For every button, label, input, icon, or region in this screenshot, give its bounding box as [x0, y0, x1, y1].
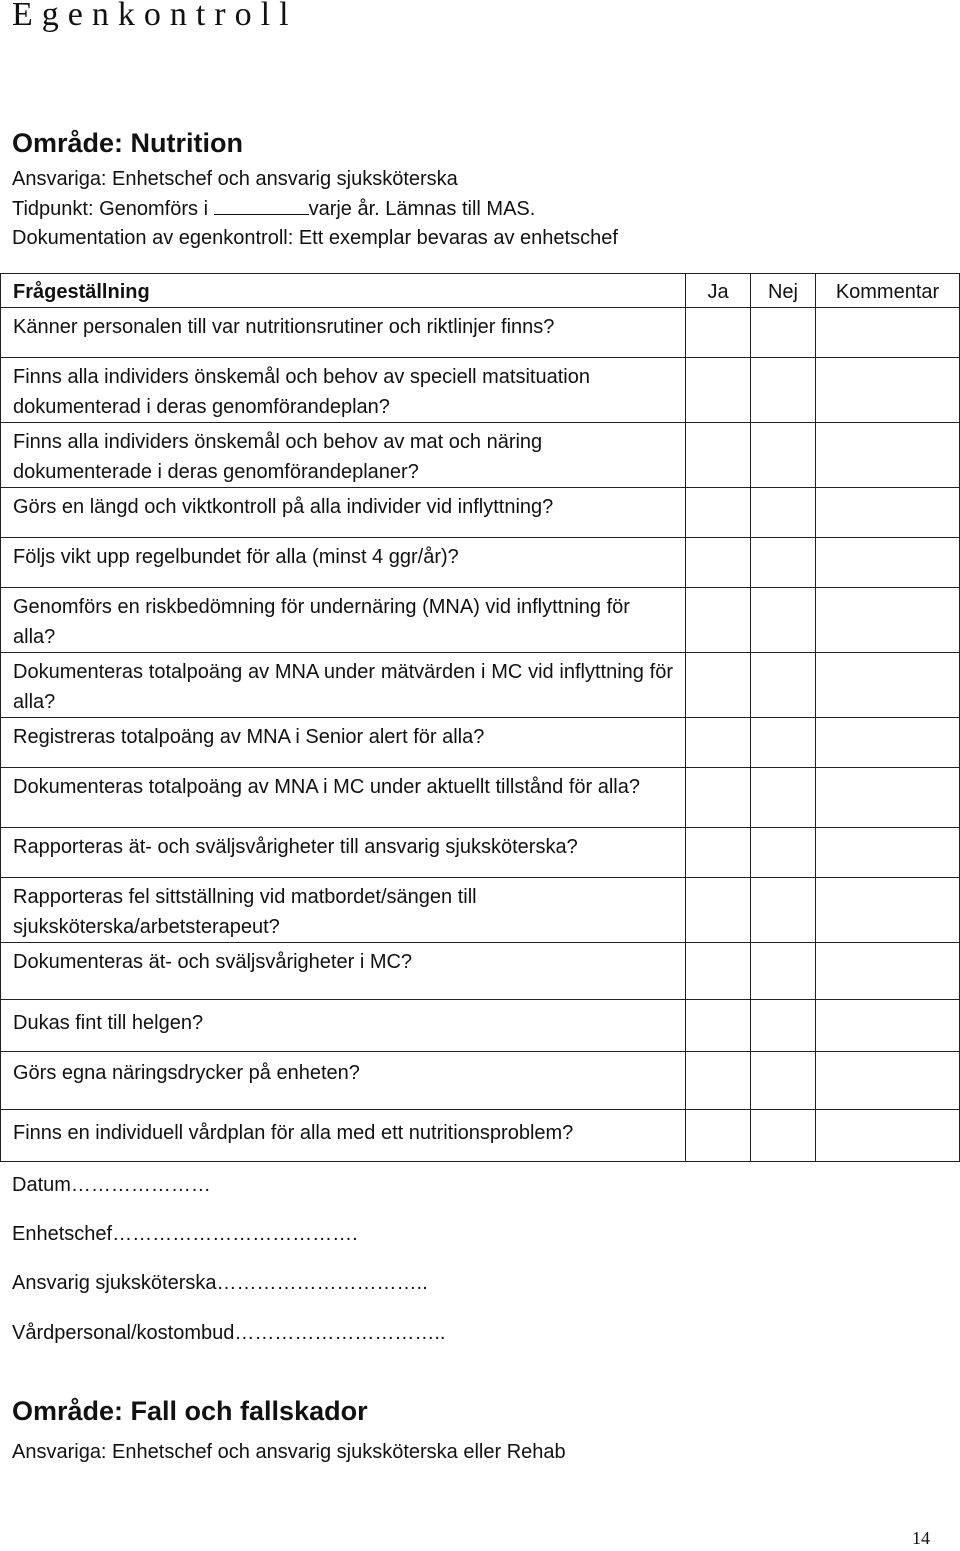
- table-row: [1, 1000, 960, 1052]
- table-row: [1, 653, 960, 718]
- question-cell: Känner personalen till var nutritionsrutiner och riktlinjer finns?: [1, 308, 686, 358]
- comment-cell[interactable]: [816, 653, 960, 718]
- no-cell[interactable]: [751, 488, 816, 538]
- time-suffix: varje år. Lämnas till MAS.: [308, 198, 536, 220]
- table-row: [1, 488, 960, 538]
- comment-cell[interactable]: [816, 943, 960, 1000]
- table-row: [1, 943, 960, 1000]
- table-row: [1, 878, 960, 943]
- question-cell: Finns alla individers önskemål och behov av speciell matsituation dokumenterad i deras genomförandeplan?: [1, 358, 686, 423]
- time-prefix: Tidpunkt: Genomförs i: [12, 198, 209, 220]
- table-header-row: [1, 274, 960, 308]
- question-cell: Dukas fint till helgen?: [1, 1000, 686, 1052]
- header-no: Nej: [751, 274, 816, 308]
- question-cell: Görs en längd och viktkontroll på alla individer vid inflyttning?: [1, 488, 686, 538]
- document-title: Egenkontroll: [12, 0, 298, 33]
- no-cell[interactable]: [751, 308, 816, 358]
- comment-cell[interactable]: [816, 488, 960, 538]
- table-row: [1, 828, 960, 878]
- comment-cell[interactable]: [816, 308, 960, 358]
- yes-cell[interactable]: [686, 768, 751, 828]
- yes-cell[interactable]: [686, 1000, 751, 1052]
- no-cell[interactable]: [751, 653, 816, 718]
- responsible-line: Ansvariga: Enhetschef och ansvarig sjuksköterska: [12, 168, 458, 190]
- question-cell: Dokumenteras ät- och sväljsvårigheter i MC?: [1, 943, 686, 1000]
- table-row: [1, 1110, 960, 1162]
- question-cell: Registreras totalpoäng av MNA i Senior alert för alla?: [1, 718, 686, 768]
- header-comment: Kommentar: [816, 274, 960, 308]
- comment-cell[interactable]: [816, 1052, 960, 1110]
- comment-cell[interactable]: [816, 588, 960, 653]
- no-cell[interactable]: [751, 878, 816, 943]
- comment-cell[interactable]: [816, 358, 960, 423]
- no-cell[interactable]: [751, 358, 816, 423]
- no-cell[interactable]: [751, 588, 816, 653]
- table-row: [1, 1052, 960, 1110]
- responsible-line-falls: Ansvariga: Enhetschef och ansvarig sjuksköterska eller Rehab: [12, 1441, 566, 1463]
- question-cell: Finns en individuell vårdplan för alla med ett nutritionsproblem?: [1, 1110, 686, 1162]
- yes-cell[interactable]: [686, 878, 751, 943]
- question-cell: Rapporteras ät- och sväljsvårigheter till ansvarig sjuksköterska?: [1, 828, 686, 878]
- comment-cell[interactable]: [816, 828, 960, 878]
- yes-cell[interactable]: [686, 718, 751, 768]
- comment-cell[interactable]: [816, 1110, 960, 1162]
- yes-cell[interactable]: [686, 358, 751, 423]
- time-line: [12, 198, 535, 221]
- yes-cell[interactable]: [686, 1110, 751, 1162]
- question-cell: Rapporteras fel sittställning vid matbordet/sängen till sjuksköterska/arbetsterapeut?: [1, 878, 686, 943]
- manager-signature-line[interactable]: Enhetschef……………………………….: [12, 1223, 358, 1245]
- comment-cell[interactable]: [816, 423, 960, 488]
- no-cell[interactable]: [751, 768, 816, 828]
- no-cell[interactable]: [751, 828, 816, 878]
- yes-cell[interactable]: [686, 588, 751, 653]
- section-heading-falls: Område: Fall och fallskador: [12, 1396, 368, 1426]
- yes-cell[interactable]: [686, 488, 751, 538]
- table-row: [1, 423, 960, 488]
- question-cell: Följs vikt upp regelbundet för alla (minst 4 ggr/år)?: [1, 538, 686, 588]
- no-cell[interactable]: [751, 423, 816, 488]
- yes-cell[interactable]: [686, 423, 751, 488]
- no-cell[interactable]: [751, 1052, 816, 1110]
- no-cell[interactable]: [751, 538, 816, 588]
- yes-cell[interactable]: [686, 538, 751, 588]
- yes-cell[interactable]: [686, 1052, 751, 1110]
- nurse-signature-line[interactable]: Ansvarig sjuksköterska…………………………..: [12, 1272, 428, 1294]
- section-heading-nutrition: Område: Nutrition: [12, 128, 244, 158]
- yes-cell[interactable]: [686, 653, 751, 718]
- table-row: [1, 538, 960, 588]
- yes-cell[interactable]: [686, 943, 751, 1000]
- comment-cell[interactable]: [816, 718, 960, 768]
- checklist-table: [0, 273, 960, 1162]
- question-cell: Finns alla individers önskemål och behov av mat och näring dokumenterade i deras genomförandeplaner?: [1, 423, 686, 488]
- table-row: [1, 768, 960, 828]
- table-row: [1, 718, 960, 768]
- staff-signature-line[interactable]: Vårdpersonal/kostombud…………………………..: [12, 1322, 446, 1344]
- no-cell[interactable]: [751, 943, 816, 1000]
- no-cell[interactable]: [751, 1000, 816, 1052]
- table-row: [1, 308, 960, 358]
- no-cell[interactable]: [751, 718, 816, 768]
- comment-cell[interactable]: [816, 878, 960, 943]
- table-row: [1, 588, 960, 653]
- documentation-line: Dokumentation av egenkontroll: Ett exemplar bevaras av enhetschef: [12, 227, 618, 249]
- question-cell: Görs egna näringsdrycker på enheten?: [1, 1052, 686, 1110]
- page-number: 14: [912, 1528, 930, 1548]
- question-cell: Dokumenteras totalpoäng av MNA i MC under aktuellt tillstånd för alla?: [1, 768, 686, 828]
- time-blank-field[interactable]: [214, 198, 309, 215]
- no-cell[interactable]: [751, 1110, 816, 1162]
- comment-cell[interactable]: [816, 1000, 960, 1052]
- yes-cell[interactable]: [686, 308, 751, 358]
- table-row: [1, 358, 960, 423]
- comment-cell[interactable]: [816, 538, 960, 588]
- yes-cell[interactable]: [686, 828, 751, 878]
- header-yes: Ja: [686, 274, 751, 308]
- header-question: Frågeställning: [1, 274, 686, 308]
- question-cell: Genomförs en riskbedömning för undernäring (MNA) vid inflyttning för alla?: [1, 588, 686, 653]
- date-signature-line[interactable]: Datum…………………: [12, 1174, 211, 1196]
- comment-cell[interactable]: [816, 768, 960, 828]
- question-cell: Dokumenteras totalpoäng av MNA under mätvärden i MC vid inflyttning för alla?: [1, 653, 686, 718]
